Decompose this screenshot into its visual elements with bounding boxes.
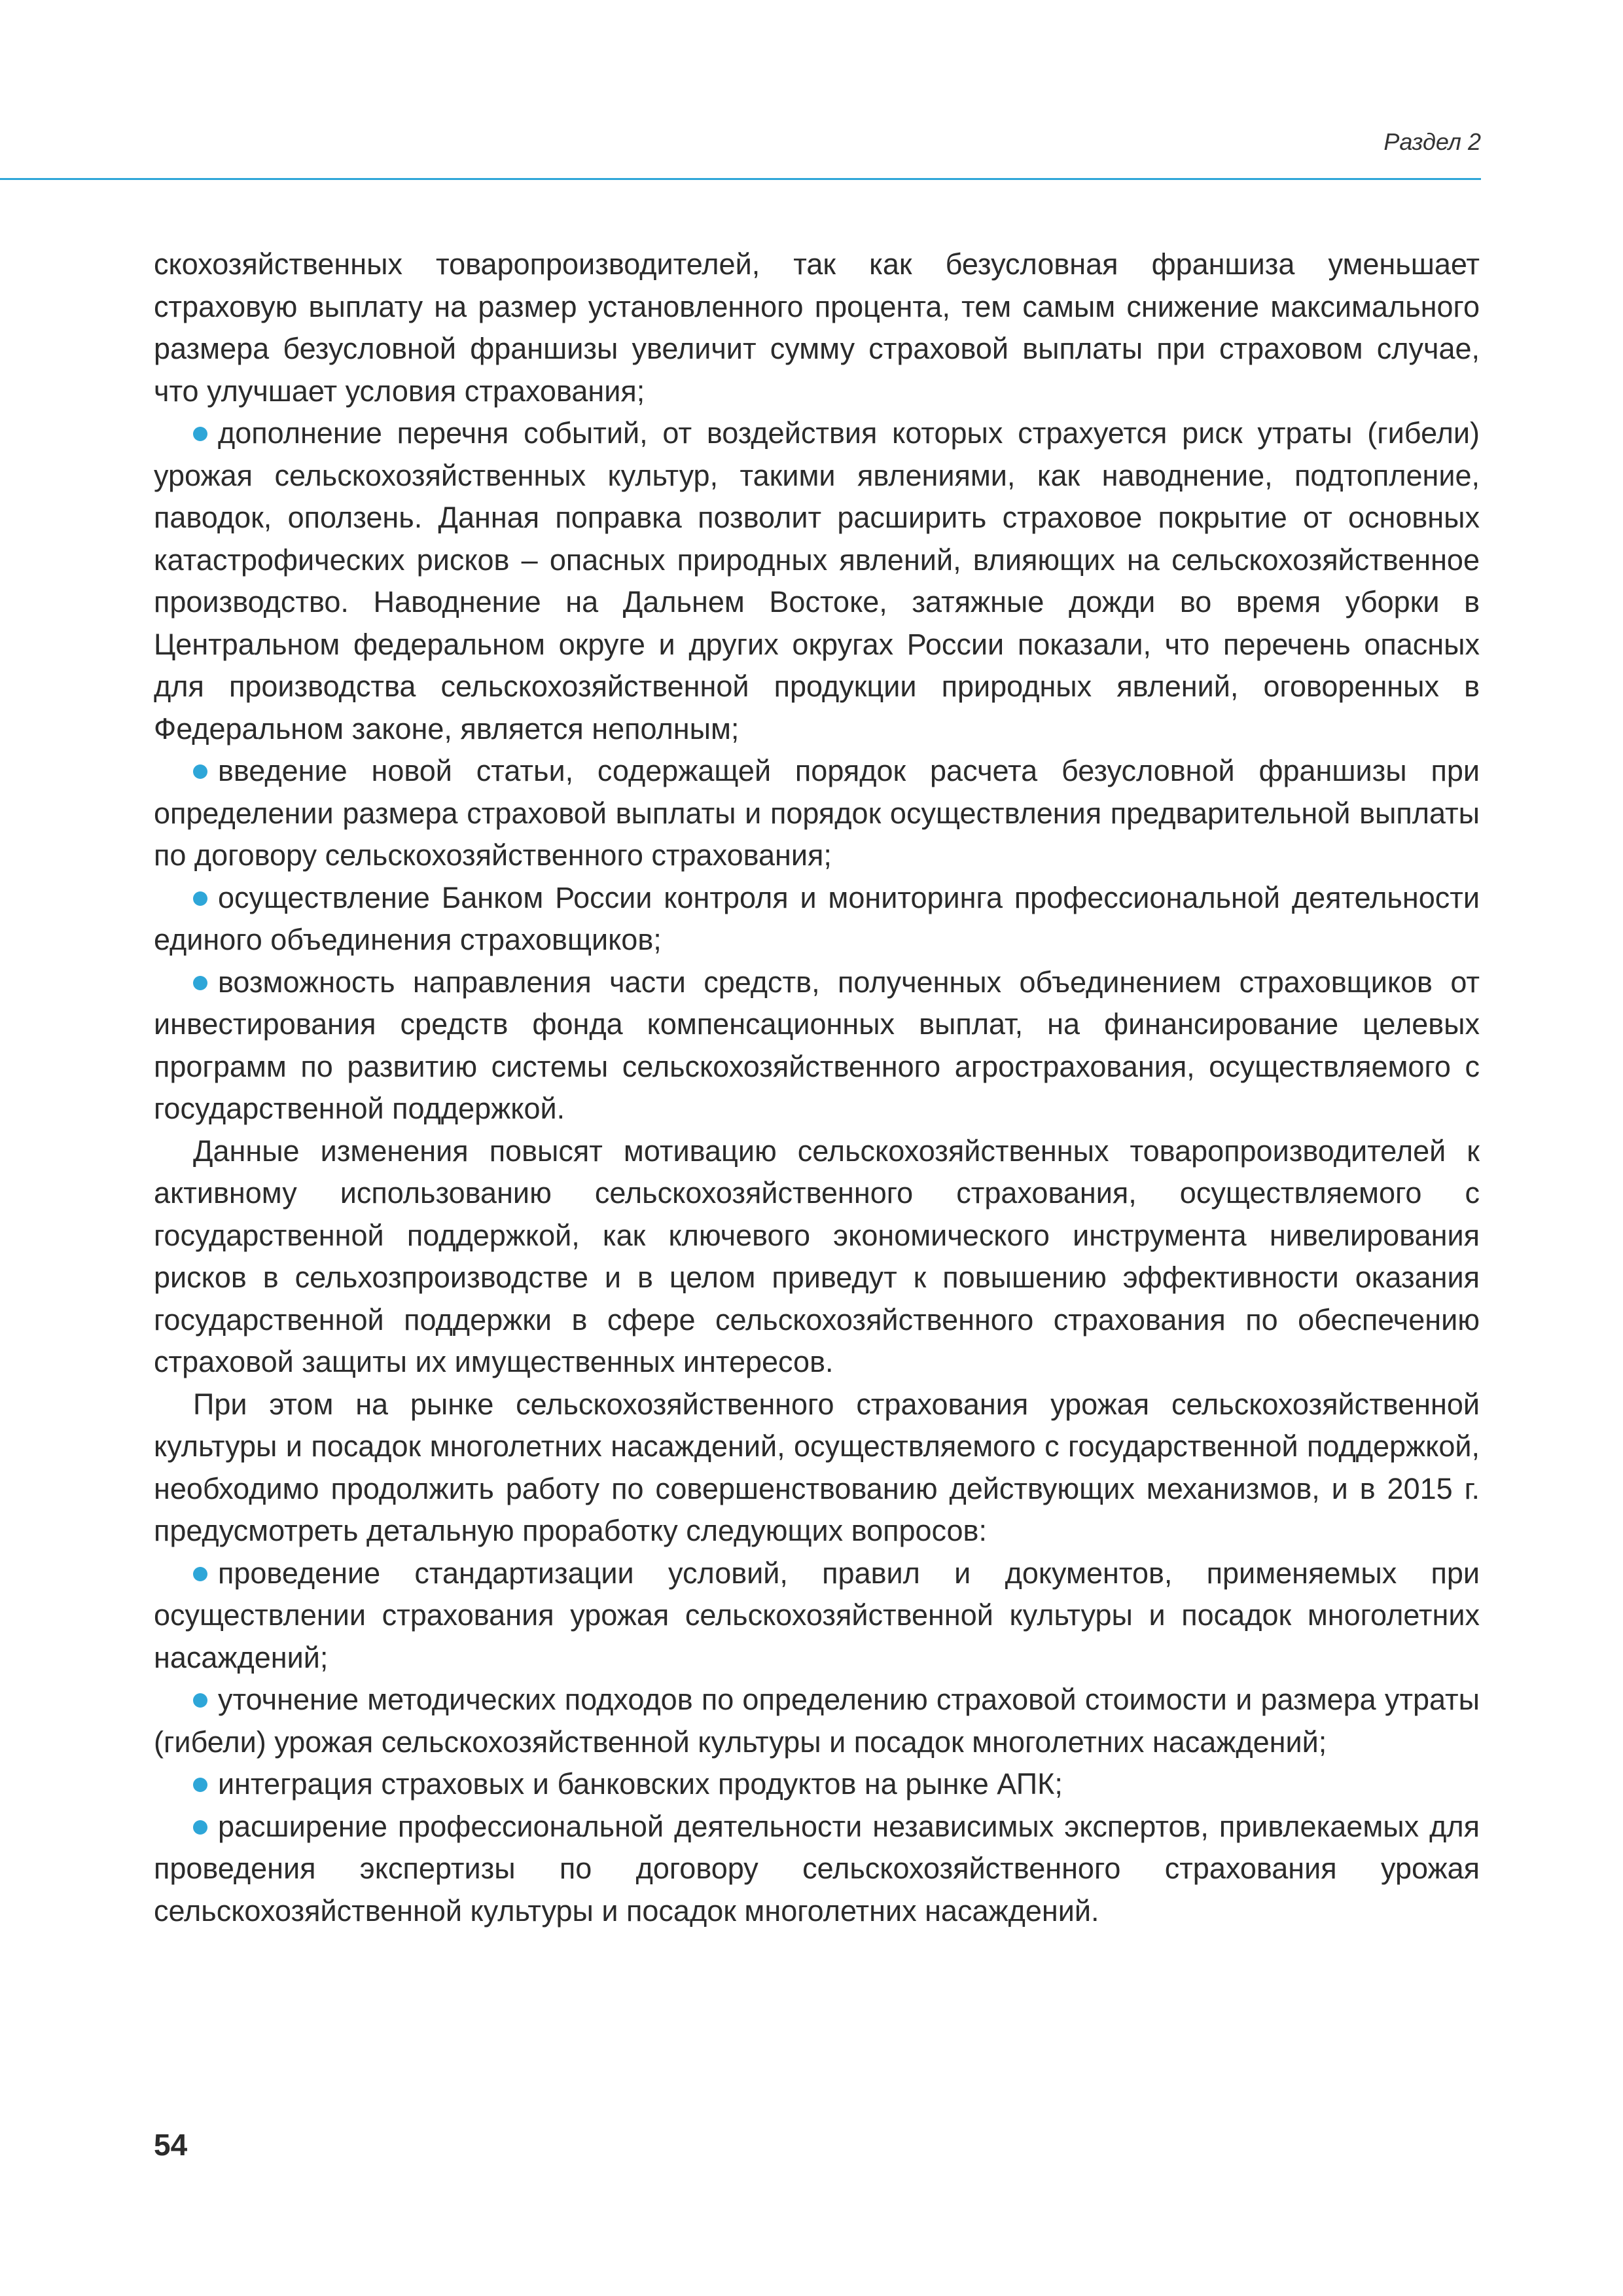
bullet-icon: [193, 1567, 207, 1581]
page-number: 54: [154, 2128, 188, 2162]
list-item-text: осуществление Банком России контроля и мониторинга профессиональной деятельности единого объединения страховщиков;: [154, 880, 1480, 956]
list-item: [154, 877, 1480, 961]
list-item: [154, 412, 1480, 750]
bullet-icon: [193, 1778, 207, 1792]
list-item-text: интеграция страховых и банковских продуктов на рынке АПК;: [218, 1767, 1063, 1801]
list-item-text: расширение профессиональной деятельности независимых экспертов, привлекаемых для проведения экспертизы по договору сельскохозяйственного страхования урожая сельскохозяйственной культуры и посадок многолетних насаждений.: [154, 1809, 1480, 1928]
list-item-text: возможность направления части средств, полученных объединением страховщиков от инвестирования средств фонда компенсационных выплат, на финансирование целевых программ по развитию системы сельскохозяйственного агрострахования, осуществляемого с государственной поддержкой.: [154, 965, 1480, 1125]
list-item-text: проведение стандартизации условий, правил и документов, применяемых при осуществлении страхования урожая сельскохозяйственной культуры и посадок многолетних насаждений;: [154, 1556, 1480, 1674]
list-item-text: дополнение перечня событий, от воздействия которых страхуется риск утраты (гибели) урожая сельскохозяйственных культур, такими явлениями, как наводнение, подтопление, паводок, оползень. Данная поправка позволит расширить страховое покрытие от основных катастрофических рисков – опасных природных явлений, влияющих на сельскохозяйственное производство. Наводнение на Дальнем Востоке, затяжные дожди во время уборки в Центральном федеральном округе и других округах России показали, что перечень опасных для производства сельскохозяйственной продукции природных явлений, оговоренных в Федеральном законе, является неполным;: [154, 416, 1480, 745]
bullet-icon: [193, 427, 207, 441]
paragraph-continuation: скохозяйственных товаропроизводителей, так как безусловная франшиза уменьшает страховую выплату на размер установленного процента, тем самым снижение максимального размера безусловной франшизы увеличит сумму страховой выплаты при страховом случае, что улучшает условия страхования;: [154, 247, 1480, 408]
bullet-icon: [193, 891, 207, 906]
list-item: [154, 1679, 1480, 1763]
paragraph: При этом на рынке сельскохозяйственного страхования урожая сельскохозяйственной культуры и посадок многолетних насаждений, осуществляемого с государственной поддержкой, необходимо продолжить работу по совершенствованию действующих механизмов, и в 2015 г. предусмотреть детальную проработку следующих вопросов:: [154, 1387, 1480, 1547]
list-item: [154, 750, 1480, 877]
running-head-section: Раздел 2: [1383, 128, 1481, 155]
list-item-text: уточнение методических подходов по определению страховой стоимости и размера утраты (гибели) урожая сельскохозяйственной культуры и посадок многолетних насаждений;: [154, 1683, 1480, 1759]
list-item-text: введение новой статьи, содержащей порядок расчета безусловной франшизы при определении размера страховой выплаты и порядок осуществления предварительной выплаты по договору сельскохозяйственного страхования;: [154, 754, 1480, 872]
bullet-icon: [193, 976, 207, 990]
header-rule: [0, 178, 1481, 180]
bullet-icon: [193, 1693, 207, 1708]
bullet-icon: [193, 1820, 207, 1835]
list-item: [154, 1763, 1480, 1806]
list-item: [154, 1552, 1480, 1679]
bullet-icon: [193, 764, 207, 779]
list-item: [154, 1806, 1480, 1933]
list-item: [154, 961, 1480, 1130]
paragraph: Данные изменения повысят мотивацию сельскохозяйственных товаропроизводителей к активному использованию сельскохозяйственного страхования, осуществляемого с государственной поддержкой, как ключевого экономического инструмента нивелирования рисков в сельхозпроизводстве и в целом приведут к повышению эффективности оказания государственной поддержки в сфере сельскохозяйственного страхования по обеспечению страховой защиты их имущественных интересов.: [154, 1134, 1480, 1378]
body-text: [154, 243, 1480, 1932]
